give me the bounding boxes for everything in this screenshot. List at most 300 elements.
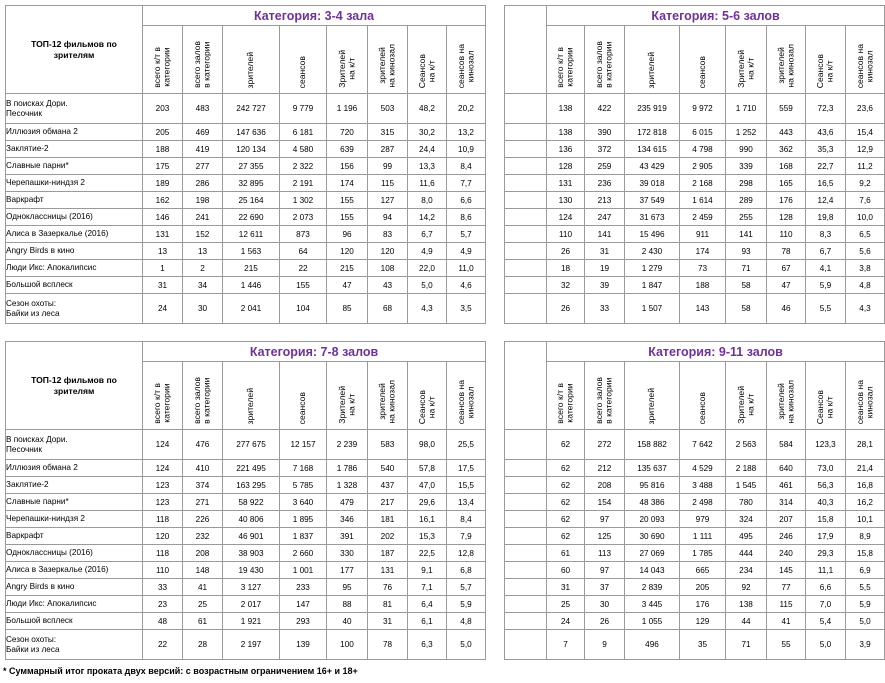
column-header: [408, 26, 447, 94]
cell-value: 47: [767, 277, 806, 294]
column-header-label: Сеансов на к/т: [416, 53, 436, 88]
cell-value: 21,4: [846, 460, 885, 477]
column-header: [726, 362, 767, 430]
table-row: [505, 630, 885, 660]
cell-value: 22,0: [408, 260, 447, 277]
cell-value: 32: [547, 277, 585, 294]
cell-value: 127: [368, 192, 408, 209]
cell-value: 20,2: [447, 94, 486, 124]
footnote: * Суммарный итог проката двух версий: с возрастным ограничением 16+ и 18+: [3, 666, 358, 676]
cell-value: 8,4: [447, 158, 486, 175]
film-name: [505, 277, 547, 294]
cell-value: 1 837: [280, 528, 327, 545]
column-header-label: зрителей: [245, 387, 256, 424]
cell-value: 15,4: [846, 124, 885, 141]
cell-value: 110: [767, 226, 806, 243]
cell-value: 188: [680, 277, 726, 294]
category-title: Категория: 3-4 зала: [143, 6, 486, 26]
cell-value: 37 549: [625, 192, 680, 209]
cell-value: 145: [767, 562, 806, 579]
column-header: [368, 362, 408, 430]
film-name: Варкрафт: [6, 528, 143, 545]
cell-value: 1 507: [625, 294, 680, 324]
cell-value: 7,7: [447, 175, 486, 192]
column-header-label: всего залов в категории: [594, 377, 614, 424]
cell-value: 1 895: [280, 511, 327, 528]
table-row: [505, 226, 885, 243]
cell-value: 2 905: [680, 158, 726, 175]
cell-value: 2: [183, 260, 223, 277]
film-name: [505, 511, 547, 528]
column-header: [327, 362, 368, 430]
cell-value: 56,3: [806, 477, 846, 494]
table-row: [6, 243, 486, 260]
cell-value: 293: [280, 613, 327, 630]
table-row: [505, 477, 885, 494]
cell-value: 46: [767, 294, 806, 324]
table-row: [505, 528, 885, 545]
cell-value: 4 529: [680, 460, 726, 477]
cell-value: 10,0: [846, 209, 885, 226]
cell-value: 177: [327, 562, 368, 579]
table-row: [505, 277, 885, 294]
table-row: [505, 596, 885, 613]
cell-value: 241: [183, 209, 223, 226]
column-header: [280, 26, 327, 94]
category-table: [504, 341, 885, 660]
cell-value: 141: [585, 226, 625, 243]
film-name: [505, 613, 547, 630]
category-title: Категория: 9-11 залов: [547, 342, 885, 362]
column-header: [625, 26, 680, 94]
film-name: [505, 494, 547, 511]
cell-value: 2 839: [625, 579, 680, 596]
cell-value: 30: [183, 294, 223, 324]
cell-value: 7,9: [447, 528, 486, 545]
cell-value: 41: [767, 613, 806, 630]
cell-value: 469: [183, 124, 223, 141]
column-header-label: сеансов: [297, 55, 308, 88]
cell-value: 13: [143, 243, 183, 260]
cell-value: 1 328: [327, 477, 368, 494]
cell-value: 24,4: [408, 141, 447, 158]
cell-value: 16,1: [408, 511, 447, 528]
cell-value: 4,9: [408, 243, 447, 260]
cell-value: 62: [547, 477, 585, 494]
cell-value: 141: [726, 226, 767, 243]
cell-value: 479: [327, 494, 368, 511]
column-header-label: всего к/т в категории: [555, 47, 575, 88]
cell-value: 5,9: [846, 596, 885, 613]
cell-value: 25: [183, 596, 223, 613]
cell-value: 640: [767, 460, 806, 477]
cell-value: 221 495: [223, 460, 280, 477]
film-name: Черепашки-ниндзя 2: [6, 175, 143, 192]
cell-value: 67: [767, 260, 806, 277]
cell-value: 19,8: [806, 209, 846, 226]
cell-value: 10,9: [447, 141, 486, 158]
cell-value: 6,6: [447, 192, 486, 209]
film-name: Славные парни*: [6, 494, 143, 511]
cell-value: 97: [585, 562, 625, 579]
column-header-label: Зрителей на к/т: [336, 50, 356, 88]
column-header: [408, 362, 447, 430]
cell-value: 7 642: [680, 430, 726, 460]
cell-value: 189: [143, 175, 183, 192]
cell-value: 7,1: [408, 579, 447, 596]
cell-value: 7,6: [846, 192, 885, 209]
film-name: Алиса в Зазеркалье (2016): [6, 562, 143, 579]
column-header-label: Зрителей на к/т: [735, 50, 755, 88]
cell-value: 540: [368, 460, 408, 477]
table-row: [6, 260, 486, 277]
cell-value: 28: [183, 630, 223, 660]
column-header-label: зрителей на кинозал: [377, 44, 397, 88]
column-header-label: зрителей: [646, 387, 657, 424]
film-name: Одноклассницы (2016): [6, 209, 143, 226]
cell-value: 9 972: [680, 94, 726, 124]
cell-value: 48,2: [408, 94, 447, 124]
cell-value: 4,3: [408, 294, 447, 324]
column-header-label: зрителей: [245, 51, 256, 88]
cell-value: 94: [368, 209, 408, 226]
column-header-label: всего к/т в категории: [555, 383, 575, 424]
cell-value: 156: [327, 158, 368, 175]
cell-value: 259: [585, 158, 625, 175]
film-name: Алиса в Зазеркалье (2016): [6, 226, 143, 243]
column-header-label: сеансов: [696, 391, 707, 424]
cell-value: 2 197: [223, 630, 280, 660]
cell-value: 873: [280, 226, 327, 243]
cell-value: 232: [183, 528, 223, 545]
table-row: [6, 226, 486, 243]
cell-value: 1 563: [223, 243, 280, 260]
cell-value: 213: [585, 192, 625, 209]
table-row: [6, 562, 486, 579]
column-header: [726, 26, 767, 94]
cell-value: 41: [183, 579, 223, 596]
cell-value: 3 127: [223, 579, 280, 596]
cell-value: 30 690: [625, 528, 680, 545]
cell-value: 33: [585, 294, 625, 324]
cell-value: 208: [585, 477, 625, 494]
cell-value: 2 430: [625, 243, 680, 260]
cell-value: 62: [547, 460, 585, 477]
cell-value: 46 901: [223, 528, 280, 545]
cell-value: 148: [183, 562, 223, 579]
cell-value: 147 636: [223, 124, 280, 141]
cell-value: 35: [680, 630, 726, 660]
cell-value: 476: [183, 430, 223, 460]
cell-value: 176: [767, 192, 806, 209]
cell-value: 64: [280, 243, 327, 260]
cell-value: 155: [327, 192, 368, 209]
cell-value: 11,1: [806, 562, 846, 579]
cell-value: 77: [767, 579, 806, 596]
cell-value: 128: [547, 158, 585, 175]
film-name: [505, 477, 547, 494]
cell-value: 330: [327, 545, 368, 562]
film-name: Люди Икс: Апокалипсис: [6, 260, 143, 277]
cell-value: 29,6: [408, 494, 447, 511]
column-header: [585, 26, 625, 94]
cell-value: 135 637: [625, 460, 680, 477]
cell-value: 5,9: [447, 596, 486, 613]
table-row: [6, 294, 486, 324]
film-name: Одноклассницы (2016): [6, 545, 143, 562]
table-row: [505, 94, 885, 124]
cell-value: 8,3: [806, 226, 846, 243]
column-header-label: сеансов: [297, 391, 308, 424]
cell-value: 31: [143, 277, 183, 294]
column-header-label: зрителей на кинозал: [775, 380, 795, 424]
column-header: [846, 26, 885, 94]
column-header-label: сеансов на кинозал: [854, 379, 874, 424]
cell-value: 93: [726, 243, 767, 260]
column-header-label: зрителей на кинозал: [775, 44, 795, 88]
cell-value: 62: [547, 528, 585, 545]
cell-value: 1 055: [625, 613, 680, 630]
cell-value: 8,4: [447, 511, 486, 528]
category-title: Категория: 7-8 залов: [143, 342, 486, 362]
cell-value: 17,9: [806, 528, 846, 545]
cell-value: 100: [327, 630, 368, 660]
cell-value: 15,8: [846, 545, 885, 562]
cell-value: 15 496: [625, 226, 680, 243]
cell-value: 174: [680, 243, 726, 260]
category-table: [5, 341, 486, 660]
cell-value: 72,3: [806, 94, 846, 124]
cell-value: 34: [183, 277, 223, 294]
table-row: [505, 175, 885, 192]
cell-value: 81: [368, 596, 408, 613]
cell-value: 131: [547, 175, 585, 192]
cell-value: 27 355: [223, 158, 280, 175]
column-header: [327, 26, 368, 94]
cell-value: 95: [327, 579, 368, 596]
cell-value: 68: [368, 294, 408, 324]
table-row: [6, 94, 486, 124]
cell-value: 20 093: [625, 511, 680, 528]
cell-value: 25,5: [447, 430, 486, 460]
cell-value: 78: [368, 630, 408, 660]
cell-value: 60: [547, 562, 585, 579]
cell-value: 2 168: [680, 175, 726, 192]
cell-value: 23: [143, 596, 183, 613]
cell-value: 110: [547, 226, 585, 243]
cell-value: 14 043: [625, 562, 680, 579]
column-header-label: Зрителей на к/т: [336, 386, 356, 424]
column-header: [547, 362, 585, 430]
cell-value: 31: [547, 579, 585, 596]
column-header: [447, 26, 486, 94]
cell-value: 88: [327, 596, 368, 613]
table-row: [6, 494, 486, 511]
cell-value: 14,2: [408, 209, 447, 226]
film-name: Сезон охоты: Байки из леса: [6, 294, 143, 324]
film-name: [505, 192, 547, 209]
cell-value: 1 785: [680, 545, 726, 562]
film-name: [505, 460, 547, 477]
cell-value: 3,9: [846, 630, 885, 660]
film-name: [505, 562, 547, 579]
cell-value: 11,0: [447, 260, 486, 277]
cell-value: 115: [767, 596, 806, 613]
cell-value: 198: [183, 192, 223, 209]
table-row: [6, 430, 486, 460]
cell-value: 1 111: [680, 528, 726, 545]
cell-value: 22: [143, 630, 183, 660]
cell-value: 2 498: [680, 494, 726, 511]
cell-value: 138: [547, 124, 585, 141]
cell-value: 8,9: [846, 528, 885, 545]
column-header: [223, 26, 280, 94]
cell-value: 16,5: [806, 175, 846, 192]
film-name: Заклятие-2: [6, 477, 143, 494]
table-row: [6, 545, 486, 562]
cell-value: 212: [585, 460, 625, 477]
cell-value: 419: [183, 141, 223, 158]
cell-value: 136: [547, 141, 585, 158]
film-name: Иллюзия обмана 2: [6, 124, 143, 141]
film-name: [505, 175, 547, 192]
cell-value: 2 563: [726, 430, 767, 460]
column-header-label: всего залов в категории: [594, 41, 614, 88]
cell-value: 208: [183, 545, 223, 562]
cell-value: 3 445: [625, 596, 680, 613]
cell-value: 123,3: [806, 430, 846, 460]
cell-value: 44: [726, 613, 767, 630]
table-row: [6, 460, 486, 477]
table-row: [505, 209, 885, 226]
cell-value: 120: [327, 243, 368, 260]
cell-value: 2 041: [223, 294, 280, 324]
cell-value: 2 017: [223, 596, 280, 613]
cell-value: 12,9: [846, 141, 885, 158]
cell-value: 639: [327, 141, 368, 158]
table-row: [505, 124, 885, 141]
cell-value: 215: [327, 260, 368, 277]
cell-value: 5,7: [447, 226, 486, 243]
cell-value: 374: [183, 477, 223, 494]
cell-value: 10,1: [846, 511, 885, 528]
cell-value: 78: [767, 243, 806, 260]
cell-value: 4,8: [846, 277, 885, 294]
cell-value: 240: [767, 545, 806, 562]
film-name: Черепашки-ниндзя 2: [6, 511, 143, 528]
cell-value: 39: [585, 277, 625, 294]
column-header: [143, 362, 183, 430]
table-row: [505, 511, 885, 528]
table-row: [6, 124, 486, 141]
cell-value: 1 001: [280, 562, 327, 579]
cell-value: 583: [368, 430, 408, 460]
cell-value: 181: [368, 511, 408, 528]
cell-value: 5,0: [408, 277, 447, 294]
table-row: [505, 260, 885, 277]
table-row: [6, 630, 486, 660]
film-name: [505, 209, 547, 226]
table-row: [6, 579, 486, 596]
cell-value: 12,4: [806, 192, 846, 209]
cell-value: 15,5: [447, 477, 486, 494]
cell-value: 39 018: [625, 175, 680, 192]
cell-value: 2 322: [280, 158, 327, 175]
cell-value: 205: [680, 579, 726, 596]
cell-value: 1 446: [223, 277, 280, 294]
cell-value: 118: [143, 545, 183, 562]
cell-value: 444: [726, 545, 767, 562]
film-name: Большой всплеск: [6, 613, 143, 630]
cell-value: 18: [547, 260, 585, 277]
cell-value: 1 614: [680, 192, 726, 209]
cell-value: 780: [726, 494, 767, 511]
table-row: [505, 158, 885, 175]
cell-value: 120 134: [223, 141, 280, 158]
cell-value: 147: [280, 596, 327, 613]
table-row: [505, 613, 885, 630]
table-row: [6, 596, 486, 613]
cell-value: 98,0: [408, 430, 447, 460]
cell-value: 76: [368, 579, 408, 596]
film-name: Варкрафт: [6, 192, 143, 209]
cell-value: 176: [680, 596, 726, 613]
table-row: [6, 192, 486, 209]
cell-value: 246: [767, 528, 806, 545]
cell-value: 4 580: [280, 141, 327, 158]
cell-value: 43: [368, 277, 408, 294]
cell-value: 16,8: [846, 477, 885, 494]
cell-value: 19: [585, 260, 625, 277]
cell-value: 120: [143, 528, 183, 545]
film-name: Сезон охоты: Байки из леса: [6, 630, 143, 660]
cell-value: 665: [680, 562, 726, 579]
cell-value: 6,3: [408, 630, 447, 660]
cell-value: 31: [585, 243, 625, 260]
cell-value: 47: [327, 277, 368, 294]
cell-value: 134 615: [625, 141, 680, 158]
cell-value: 5,0: [447, 630, 486, 660]
cell-value: 4 798: [680, 141, 726, 158]
cell-value: 6 181: [280, 124, 327, 141]
cell-value: 9 779: [280, 94, 327, 124]
cell-value: 124: [143, 460, 183, 477]
film-name: [505, 430, 547, 460]
cell-value: 154: [585, 494, 625, 511]
column-header: [680, 362, 726, 430]
table-row: [505, 141, 885, 158]
cell-value: 4,8: [447, 613, 486, 630]
cell-value: 138: [547, 94, 585, 124]
cell-value: 175: [143, 158, 183, 175]
cell-value: 13,3: [408, 158, 447, 175]
column-header: [806, 26, 846, 94]
cell-value: 6,8: [447, 562, 486, 579]
cell-value: 4,1: [806, 260, 846, 277]
cell-value: 17,5: [447, 460, 486, 477]
cell-value: 29,3: [806, 545, 846, 562]
cell-value: 5,5: [806, 294, 846, 324]
cell-value: 11,6: [408, 175, 447, 192]
cell-value: 26: [547, 294, 585, 324]
cell-value: 48 386: [625, 494, 680, 511]
cell-value: 979: [680, 511, 726, 528]
cell-value: 58 922: [223, 494, 280, 511]
cell-value: 1 847: [625, 277, 680, 294]
table-row: [505, 192, 885, 209]
film-name: Иллюзия обмана 2: [6, 460, 143, 477]
cell-value: 22,7: [806, 158, 846, 175]
